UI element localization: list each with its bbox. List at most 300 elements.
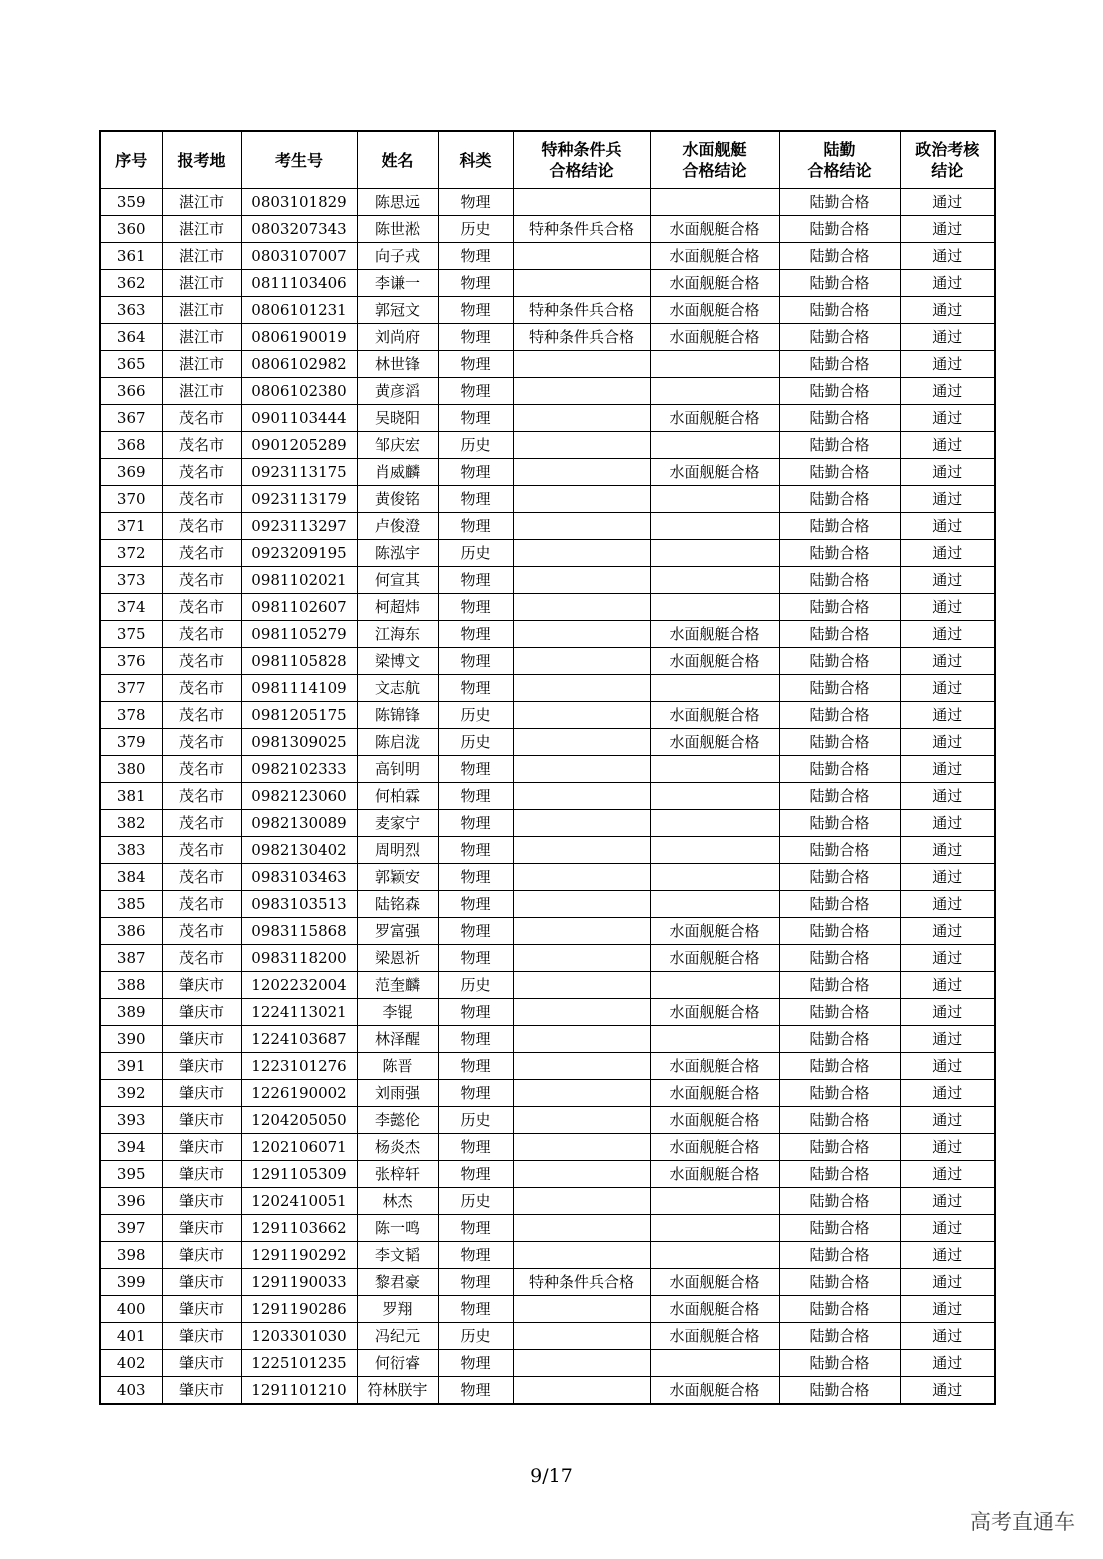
political-review-cell: 通过 — [900, 540, 995, 567]
political-review-cell: 通过 — [900, 486, 995, 513]
subject-cell: 物理 — [438, 378, 513, 405]
table-row — [100, 1107, 995, 1134]
surface-ship-cell: 水面舰艇合格 — [650, 1107, 779, 1134]
table-row — [100, 513, 995, 540]
political-review-cell: 通过 — [900, 729, 995, 756]
ground-duty-cell: 陆勤合格 — [779, 351, 900, 378]
special-forces-cell — [513, 432, 650, 459]
seq-cell: 398 — [100, 1242, 162, 1269]
political-review-cell: 通过 — [900, 405, 995, 432]
seq-cell: 392 — [100, 1080, 162, 1107]
location-cell: 茂名市 — [162, 702, 241, 729]
surface-ship-cell: 水面舰艇合格 — [650, 270, 779, 297]
special-forces-cell — [513, 1107, 650, 1134]
subject-header — [438, 131, 513, 189]
location-cell: 茂名市 — [162, 486, 241, 513]
name-cell: 梁博文 — [357, 648, 438, 675]
table-row — [100, 1215, 995, 1242]
name-cell: 向子戎 — [357, 243, 438, 270]
name-cell: 陈思远 — [357, 189, 438, 216]
header-line: 报考地 — [177, 150, 226, 170]
special-forces-cell — [513, 1161, 650, 1188]
seq-cell: 403 — [100, 1377, 162, 1405]
subject-cell: 物理 — [438, 324, 513, 351]
location-cell: 肇庆市 — [162, 1215, 241, 1242]
seq-cell: 391 — [100, 1053, 162, 1080]
location-cell: 湛江市 — [162, 189, 241, 216]
exam-id-cell: 0981205175 — [241, 702, 357, 729]
ground-duty-cell: 陆勤合格 — [779, 324, 900, 351]
surface-ship-cell — [650, 1350, 779, 1377]
table-row — [100, 189, 995, 216]
subject-cell: 历史 — [438, 1188, 513, 1215]
table-row — [100, 567, 995, 594]
ground-duty-cell: 陆勤合格 — [779, 783, 900, 810]
table-row — [100, 1350, 995, 1377]
table-row — [100, 1296, 995, 1323]
exam-id-cell: 1224113021 — [241, 999, 357, 1026]
table-row — [100, 378, 995, 405]
location-cell: 茂名市 — [162, 432, 241, 459]
subject-cell: 物理 — [438, 513, 513, 540]
special-forces-cell — [513, 1134, 650, 1161]
special-forces-cell — [513, 945, 650, 972]
seq-cell: 373 — [100, 567, 162, 594]
ground-duty-cell: 陆勤合格 — [779, 594, 900, 621]
table-row — [100, 486, 995, 513]
table-row — [100, 1323, 995, 1350]
subject-cell: 物理 — [438, 1053, 513, 1080]
ground-duty-cell: 陆勤合格 — [779, 297, 900, 324]
location-cell: 湛江市 — [162, 378, 241, 405]
header-line: 结论 — [931, 161, 964, 180]
seq-cell: 371 — [100, 513, 162, 540]
table-row — [100, 648, 995, 675]
seq-cell: 384 — [100, 864, 162, 891]
subject-cell: 物理 — [438, 810, 513, 837]
seq-cell: 397 — [100, 1215, 162, 1242]
table-row — [100, 945, 995, 972]
subject-cell: 物理 — [438, 675, 513, 702]
exam-id-cell: 0803207343 — [241, 216, 357, 243]
exam-id-cell: 0982102333 — [241, 756, 357, 783]
name-cell: 林杰 — [357, 1188, 438, 1215]
location-cell: 肇庆市 — [162, 1107, 241, 1134]
surface-ship-cell — [650, 891, 779, 918]
exam-id-cell: 1202232004 — [241, 972, 357, 999]
ground-duty-cell: 陆勤合格 — [779, 1215, 900, 1242]
table-row — [100, 270, 995, 297]
header-row — [100, 131, 995, 189]
seq-cell: 401 — [100, 1323, 162, 1350]
table-row — [100, 1161, 995, 1188]
subject-cell: 物理 — [438, 1080, 513, 1107]
exam-id-cell: 1291190033 — [241, 1269, 357, 1296]
seq-cell: 362 — [100, 270, 162, 297]
location-cell: 湛江市 — [162, 216, 241, 243]
location-cell: 肇庆市 — [162, 1269, 241, 1296]
political-review-cell: 通过 — [900, 1323, 995, 1350]
ground-duty-cell: 陆勤合格 — [779, 1134, 900, 1161]
name-cell: 林泽醒 — [357, 1026, 438, 1053]
political-review-cell: 通过 — [900, 459, 995, 486]
location-cell: 茂名市 — [162, 594, 241, 621]
location-cell: 肇庆市 — [162, 1026, 241, 1053]
location-cell: 肇庆市 — [162, 1188, 241, 1215]
ground-duty-cell: 陆勤合格 — [779, 432, 900, 459]
surface-ship-cell — [650, 189, 779, 216]
location-cell: 肇庆市 — [162, 1242, 241, 1269]
subject-cell: 物理 — [438, 270, 513, 297]
table-row — [100, 1269, 995, 1296]
exam-id-cell: 1291103662 — [241, 1215, 357, 1242]
surface-ship-cell — [650, 351, 779, 378]
table-row — [100, 1053, 995, 1080]
political-review-cell: 通过 — [900, 432, 995, 459]
surface-ship-cell: 水面舰艇合格 — [650, 1269, 779, 1296]
table-row — [100, 864, 995, 891]
political-review-cell: 通过 — [900, 1269, 995, 1296]
surface-ship-cell — [650, 756, 779, 783]
location-cell: 湛江市 — [162, 243, 241, 270]
surface-ship-cell: 水面舰艇合格 — [650, 405, 779, 432]
seq-cell: 375 — [100, 621, 162, 648]
surface-ship-cell — [650, 1242, 779, 1269]
surface-ship-cell: 水面舰艇合格 — [650, 1161, 779, 1188]
exam-id-cell: 0806101231 — [241, 297, 357, 324]
special-forces-cell: 特种条件兵合格 — [513, 324, 650, 351]
table-row — [100, 837, 995, 864]
exam-id-cell: 1226190002 — [241, 1080, 357, 1107]
exam-id-cell: 1223101276 — [241, 1053, 357, 1080]
subject-cell: 物理 — [438, 1026, 513, 1053]
special-forces-cell — [513, 243, 650, 270]
name-cell: 罗富强 — [357, 918, 438, 945]
exam-id-cell: 0806102982 — [241, 351, 357, 378]
special-forces-cell — [513, 459, 650, 486]
special-forces-cell — [513, 837, 650, 864]
exam-id-cell: 1204205050 — [241, 1107, 357, 1134]
political-review-cell: 通过 — [900, 999, 995, 1026]
surface-ship-cell — [650, 675, 779, 702]
special-forces-cell — [513, 783, 650, 810]
location-cell: 茂名市 — [162, 783, 241, 810]
special-forces-cell — [513, 1377, 650, 1405]
location-cell: 茂名市 — [162, 810, 241, 837]
seq-cell: 364 — [100, 324, 162, 351]
surface-ship-cell: 水面舰艇合格 — [650, 1134, 779, 1161]
subject-cell: 历史 — [438, 1323, 513, 1350]
name-cell: 柯超炜 — [357, 594, 438, 621]
location-cell: 茂名市 — [162, 513, 241, 540]
seq-cell: 383 — [100, 837, 162, 864]
political-review-cell: 通过 — [900, 621, 995, 648]
ground-duty-cell: 陆勤合格 — [779, 1269, 900, 1296]
results-table — [99, 130, 996, 1405]
table-row — [100, 297, 995, 324]
ground-duty-cell: 陆勤合格 — [779, 567, 900, 594]
name-cell: 陈锦锋 — [357, 702, 438, 729]
surface-ship-cell — [650, 378, 779, 405]
table-row — [100, 1080, 995, 1107]
ground-duty-cell: 陆勤合格 — [779, 702, 900, 729]
special-forces-cell: 特种条件兵合格 — [513, 1269, 650, 1296]
special-forces-cell: 特种条件兵合格 — [513, 216, 650, 243]
seq-cell: 389 — [100, 999, 162, 1026]
header-line: 政治考核 — [915, 140, 980, 159]
ground-duty-cell: 陆勤合格 — [779, 918, 900, 945]
exam-id-cell: 0901205289 — [241, 432, 357, 459]
name-cell: 周明烈 — [357, 837, 438, 864]
subject-cell: 物理 — [438, 756, 513, 783]
special-forces-cell — [513, 729, 650, 756]
subject-cell: 物理 — [438, 243, 513, 270]
seq-cell: 399 — [100, 1269, 162, 1296]
header-line: 合格结论 — [549, 161, 614, 180]
name-cell: 李懿伦 — [357, 1107, 438, 1134]
header-line: 特种条件兵 — [541, 140, 622, 159]
seq-cell: 376 — [100, 648, 162, 675]
ground-duty-cell: 陆勤合格 — [779, 1161, 900, 1188]
name-cell: 林世锋 — [357, 351, 438, 378]
header-line: 合格结论 — [682, 161, 747, 180]
ground-duty-cell: 陆勤合格 — [779, 513, 900, 540]
subject-cell: 物理 — [438, 567, 513, 594]
exam-id-cell: 0981114109 — [241, 675, 357, 702]
political-review-cell: 通过 — [900, 594, 995, 621]
political-review-cell: 通过 — [900, 1080, 995, 1107]
subject-cell: 物理 — [438, 405, 513, 432]
subject-cell: 物理 — [438, 351, 513, 378]
political-review-cell: 通过 — [900, 810, 995, 837]
seq-cell: 400 — [100, 1296, 162, 1323]
political-review-cell: 通过 — [900, 756, 995, 783]
ground-duty-cell: 陆勤合格 — [779, 891, 900, 918]
table-row — [100, 783, 995, 810]
political-review-cell: 通过 — [900, 189, 995, 216]
location-cell: 肇庆市 — [162, 972, 241, 999]
name-cell: 黎君豪 — [357, 1269, 438, 1296]
political-review-cell: 通过 — [900, 351, 995, 378]
header-line: 姓名 — [381, 150, 414, 170]
location-cell: 茂名市 — [162, 756, 241, 783]
ground-duty-cell: 陆勤合格 — [779, 810, 900, 837]
seq-cell: 372 — [100, 540, 162, 567]
subject-cell: 历史 — [438, 432, 513, 459]
subject-cell: 物理 — [438, 783, 513, 810]
special-forces-cell — [513, 378, 650, 405]
special-forces-cell — [513, 1080, 650, 1107]
political-review-cell: 通过 — [900, 1350, 995, 1377]
exam-id-cell: 0803101829 — [241, 189, 357, 216]
table-row — [100, 621, 995, 648]
table-row — [100, 729, 995, 756]
exam-id-cell: 0982130402 — [241, 837, 357, 864]
seq-cell: 368 — [100, 432, 162, 459]
table-row — [100, 324, 995, 351]
location-cell: 茂名市 — [162, 405, 241, 432]
special-forces-cell — [513, 567, 650, 594]
ground-duty-header — [779, 131, 900, 189]
political-review-cell: 通过 — [900, 513, 995, 540]
surface-ship-cell: 水面舰艇合格 — [650, 1296, 779, 1323]
special-forces-header — [513, 131, 650, 189]
surface-ship-cell — [650, 567, 779, 594]
exam-id-cell: 0806190019 — [241, 324, 357, 351]
surface-ship-cell — [650, 810, 779, 837]
seq-cell: 377 — [100, 675, 162, 702]
subject-cell: 物理 — [438, 594, 513, 621]
location-cell: 茂名市 — [162, 621, 241, 648]
header-line: 水面舰艇 — [682, 140, 747, 159]
exam-id-cell: 0981102021 — [241, 567, 357, 594]
exam-id-cell: 0982130089 — [241, 810, 357, 837]
exam-id-cell: 1202106071 — [241, 1134, 357, 1161]
subject-cell: 物理 — [438, 648, 513, 675]
ground-duty-cell: 陆勤合格 — [779, 648, 900, 675]
ground-duty-cell: 陆勤合格 — [779, 1377, 900, 1405]
name-cell: 刘尚府 — [357, 324, 438, 351]
exam-id-cell: 1203301030 — [241, 1323, 357, 1350]
location-cell: 肇庆市 — [162, 1350, 241, 1377]
special-forces-cell — [513, 864, 650, 891]
exam-id-cell: 0983118200 — [241, 945, 357, 972]
ground-duty-cell: 陆勤合格 — [779, 1350, 900, 1377]
subject-cell: 物理 — [438, 945, 513, 972]
special-forces-cell — [513, 891, 650, 918]
seq-cell: 390 — [100, 1026, 162, 1053]
name-cell: 郭冠文 — [357, 297, 438, 324]
location-cell: 肇庆市 — [162, 1377, 241, 1405]
seq-cell: 369 — [100, 459, 162, 486]
special-forces-cell — [513, 621, 650, 648]
special-forces-cell — [513, 1026, 650, 1053]
political-review-cell: 通过 — [900, 1242, 995, 1269]
name-cell: 吴晓阳 — [357, 405, 438, 432]
surface-ship-cell — [650, 1026, 779, 1053]
surface-ship-cell: 水面舰艇合格 — [650, 648, 779, 675]
special-forces-cell — [513, 405, 650, 432]
ground-duty-cell: 陆勤合格 — [779, 378, 900, 405]
special-forces-cell — [513, 1296, 650, 1323]
ground-duty-cell: 陆勤合格 — [779, 729, 900, 756]
subject-cell: 物理 — [438, 1269, 513, 1296]
seq-cell: 382 — [100, 810, 162, 837]
name-cell: 肖威麟 — [357, 459, 438, 486]
table-row — [100, 756, 995, 783]
name-cell: 高钊明 — [357, 756, 438, 783]
seq-cell: 363 — [100, 297, 162, 324]
special-forces-cell — [513, 351, 650, 378]
special-forces-cell — [513, 1242, 650, 1269]
table-row — [100, 351, 995, 378]
political-review-cell: 通过 — [900, 1026, 995, 1053]
political-review-cell: 通过 — [900, 1215, 995, 1242]
name-cell: 符林朕宇 — [357, 1377, 438, 1405]
surface-ship-cell: 水面舰艇合格 — [650, 1053, 779, 1080]
table-row — [100, 972, 995, 999]
location-cell: 湛江市 — [162, 324, 241, 351]
seq-cell: 385 — [100, 891, 162, 918]
name-cell: 张梓轩 — [357, 1161, 438, 1188]
seq-cell: 360 — [100, 216, 162, 243]
name-cell: 郭颖安 — [357, 864, 438, 891]
subject-cell: 物理 — [438, 918, 513, 945]
ground-duty-cell: 陆勤合格 — [779, 486, 900, 513]
subject-cell: 物理 — [438, 1242, 513, 1269]
header-line: 科类 — [459, 150, 492, 170]
subject-cell: 物理 — [438, 486, 513, 513]
political-review-cell: 通过 — [900, 918, 995, 945]
name-cell: 何衍睿 — [357, 1350, 438, 1377]
exam-id-cell: 1291105309 — [241, 1161, 357, 1188]
location-cell: 茂名市 — [162, 675, 241, 702]
table-row — [100, 891, 995, 918]
exam-id-cell: 0982123060 — [241, 783, 357, 810]
table-row — [100, 675, 995, 702]
seq-cell: 393 — [100, 1107, 162, 1134]
location-cell: 肇庆市 — [162, 1296, 241, 1323]
political-review-cell: 通过 — [900, 891, 995, 918]
political-review-cell: 通过 — [900, 648, 995, 675]
surface-ship-cell — [650, 783, 779, 810]
ground-duty-cell: 陆勤合格 — [779, 1026, 900, 1053]
table-row — [100, 216, 995, 243]
special-forces-cell — [513, 1350, 650, 1377]
surface-ship-cell — [650, 972, 779, 999]
political-review-cell: 通过 — [900, 783, 995, 810]
exam-id-cell: 0981105279 — [241, 621, 357, 648]
ground-duty-cell: 陆勤合格 — [779, 459, 900, 486]
subject-cell: 物理 — [438, 1215, 513, 1242]
location-cell: 茂名市 — [162, 459, 241, 486]
subject-cell: 物理 — [438, 1377, 513, 1405]
political-review-cell: 通过 — [900, 216, 995, 243]
name-cell: 陈启泷 — [357, 729, 438, 756]
seq-cell: 387 — [100, 945, 162, 972]
subject-cell: 历史 — [438, 729, 513, 756]
special-forces-cell — [513, 189, 650, 216]
table-row — [100, 810, 995, 837]
ground-duty-cell: 陆勤合格 — [779, 1053, 900, 1080]
special-forces-cell — [513, 513, 650, 540]
surface-ship-cell: 水面舰艇合格 — [650, 1377, 779, 1405]
exam-id-cell: 0981102607 — [241, 594, 357, 621]
special-forces-cell — [513, 702, 650, 729]
exam-id-cell: 0923113179 — [241, 486, 357, 513]
surface-ship-cell: 水面舰艇合格 — [650, 216, 779, 243]
name-cell: 范奎麟 — [357, 972, 438, 999]
exam-id-cell: 1291190286 — [241, 1296, 357, 1323]
special-forces-cell: 特种条件兵合格 — [513, 297, 650, 324]
ground-duty-cell: 陆勤合格 — [779, 189, 900, 216]
name-cell: 卢俊澄 — [357, 513, 438, 540]
watermark: 高考直通车 — [970, 1510, 1075, 1534]
seq-header — [100, 131, 162, 189]
header-line: 考生号 — [274, 150, 323, 170]
political-review-cell: 通过 — [900, 297, 995, 324]
ground-duty-cell: 陆勤合格 — [779, 270, 900, 297]
subject-cell: 物理 — [438, 297, 513, 324]
exam-id-cell: 1291190292 — [241, 1242, 357, 1269]
location-cell: 肇庆市 — [162, 1323, 241, 1350]
location-cell: 湛江市 — [162, 297, 241, 324]
special-forces-cell — [513, 972, 650, 999]
surface-ship-cell: 水面舰艇合格 — [650, 729, 779, 756]
special-forces-cell — [513, 756, 650, 783]
name-cell: 文志航 — [357, 675, 438, 702]
exam-id-cell: 0981309025 — [241, 729, 357, 756]
